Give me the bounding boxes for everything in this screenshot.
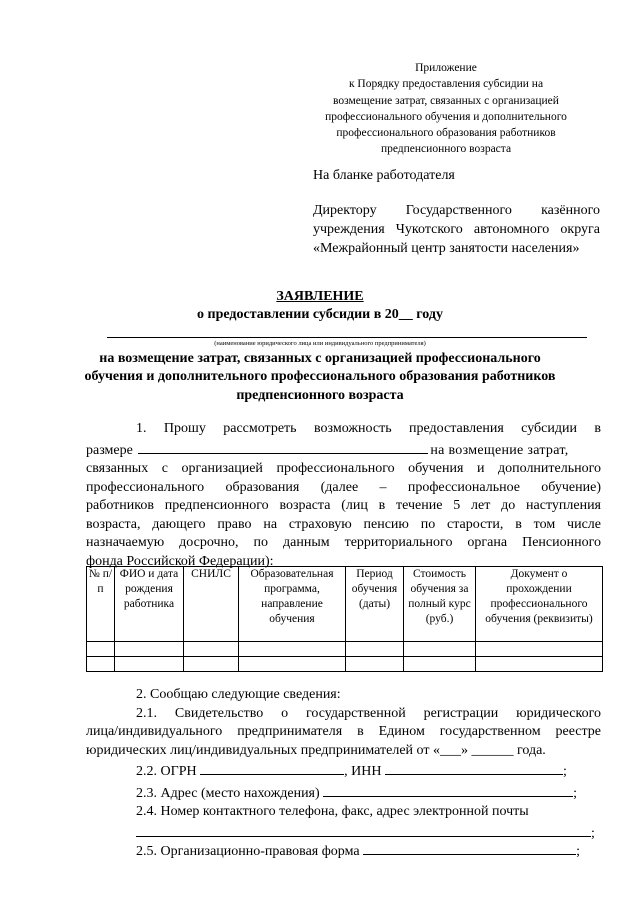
para1-line: возраста, дающего право на страховую пенсию по старости, в том числе [86, 516, 601, 532]
purpose-heading [0, 350, 640, 405]
col-header-program: Образовательная программа, направление обучения [239, 567, 346, 642]
appendix-line: к Порядку предоставления субсидии на [348, 78, 544, 91]
purpose-line: на возмещение затрат, связанных с организацией профессионального [99, 351, 541, 366]
legal-form-field[interactable] [363, 840, 576, 855]
para1-line: профессионального образования (далее – профессиональное обучение) [86, 479, 601, 495]
section2-1-line: 2.1. Свидетельство о государственной регистрации юридического [136, 705, 601, 721]
workers-table [86, 566, 603, 672]
para1-line: назначаемую досрочно, по данным территориального органа Пенсионного [86, 535, 601, 550]
section-2 [86, 686, 601, 862]
col-header-name: ФИО и дата рождения работника [115, 567, 184, 642]
appendix-note [300, 60, 592, 158]
table-cell[interactable] [239, 642, 346, 657]
ogrn-field[interactable] [200, 760, 344, 775]
addressee-line: учреждения Чукотского автономного округа [313, 222, 600, 237]
legal-form-label: 2.5. Организационно-правовая форма [136, 844, 360, 859]
purpose-line: обучения и дополнительного профессионального образования работников [84, 369, 556, 385]
table-cell[interactable] [404, 642, 476, 657]
table-cell[interactable] [87, 642, 115, 657]
appendix-line: предпенсионного возраста [380, 143, 512, 156]
col-header-number: № п/п [87, 567, 115, 642]
table-cell[interactable] [184, 642, 239, 657]
inn-field[interactable] [385, 760, 563, 775]
col-header-document: Документ о прохождении профессионального обучения (реквизиты) [476, 567, 603, 642]
applicant-name-line[interactable] [107, 337, 587, 338]
semicolon: ; [562, 764, 567, 779]
table-cell[interactable] [87, 657, 115, 672]
ogrn-label: 2.2. ОГРН [136, 764, 197, 779]
col-header-period: Период обучения (даты) [346, 567, 404, 642]
para1-amount-label: размере [86, 442, 133, 458]
para1-line: связанных с организацией профессионального обучения и дополнительного [86, 461, 601, 476]
table-cell[interactable] [404, 657, 476, 672]
appendix-line: возмещение затрат, связанных с организацией [333, 94, 559, 107]
col-header-snils: СНИЛС [184, 567, 239, 642]
section2-1-line: лица/индивидуального предпринимателя в Едином государственном реестре [86, 724, 601, 739]
table-cell[interactable] [115, 642, 184, 657]
address-line [86, 782, 601, 804]
addressee-block [313, 201, 600, 258]
ogrn-inn-line [86, 760, 601, 782]
table-row [87, 642, 603, 657]
para1-amount-tail: на возмещение затрат, [430, 442, 569, 458]
subsidy-amount-field[interactable] [138, 439, 428, 454]
address-label: 2.3. Адрес (место нахождения) [136, 785, 320, 801]
phone-label-line: 2.4. Номер контактного телефона, факс, адрес электронной почты [136, 804, 529, 819]
inn-label: , ИНН [344, 764, 382, 779]
applicant-caption: (наименование юридического лица или индивидуального предпринимателя) [214, 340, 426, 347]
para1-line: работников предпенсионного возраста (лиц в течение 5 лет до наступления [86, 498, 601, 513]
section2-heading: 2. Сообщаю следующие сведения: [136, 687, 341, 702]
appendix-line: Приложение [415, 62, 477, 74]
addressee-line: «Межрайонный центр занятости населения» [313, 241, 580, 256]
document-title [0, 288, 640, 324]
phone-field-line [86, 822, 601, 841]
para1-line: фонда Российской Федерации): [86, 553, 274, 569]
address-field[interactable] [323, 782, 573, 797]
table-cell[interactable] [476, 657, 603, 672]
addressee-line: Директору Государственного казённого [313, 203, 600, 218]
table-cell[interactable] [115, 657, 184, 672]
paragraph-1 [86, 420, 601, 571]
table-cell[interactable] [346, 657, 404, 672]
col-header-cost: Стоимость обучения за полный курс (руб.) [404, 567, 476, 642]
semicolon: ; [576, 844, 580, 859]
semicolon: ; [573, 785, 578, 801]
semicolon: ; [591, 825, 595, 841]
phone-field[interactable] [136, 822, 591, 837]
appendix-line: профессионального образования работников [336, 127, 556, 140]
table-header-row [87, 567, 603, 642]
title-main: ЗАЯВЛЕНИЕ [276, 289, 364, 304]
para1-amount-line [86, 439, 601, 461]
title-sub: о предоставлении субсидии в 20__ году [197, 307, 443, 322]
table-cell[interactable] [184, 657, 239, 672]
purpose-line: предпенсионного возраста [236, 387, 404, 403]
table-cell[interactable] [476, 642, 603, 657]
appendix-line: профессионального обучения и дополнительного [325, 110, 567, 123]
letterhead-note: На бланке работодателя [313, 168, 455, 183]
table-cell[interactable] [346, 642, 404, 657]
section2-1-line: юридических лиц/индивидуальных предпринимателей от «___» ______ года. [86, 742, 546, 758]
para1-line: 1. Прошу рассмотреть возможность предоставления субсидии в [136, 421, 601, 436]
table-row [87, 657, 603, 672]
legal-form-line [86, 840, 601, 862]
table-cell[interactable] [239, 657, 346, 672]
